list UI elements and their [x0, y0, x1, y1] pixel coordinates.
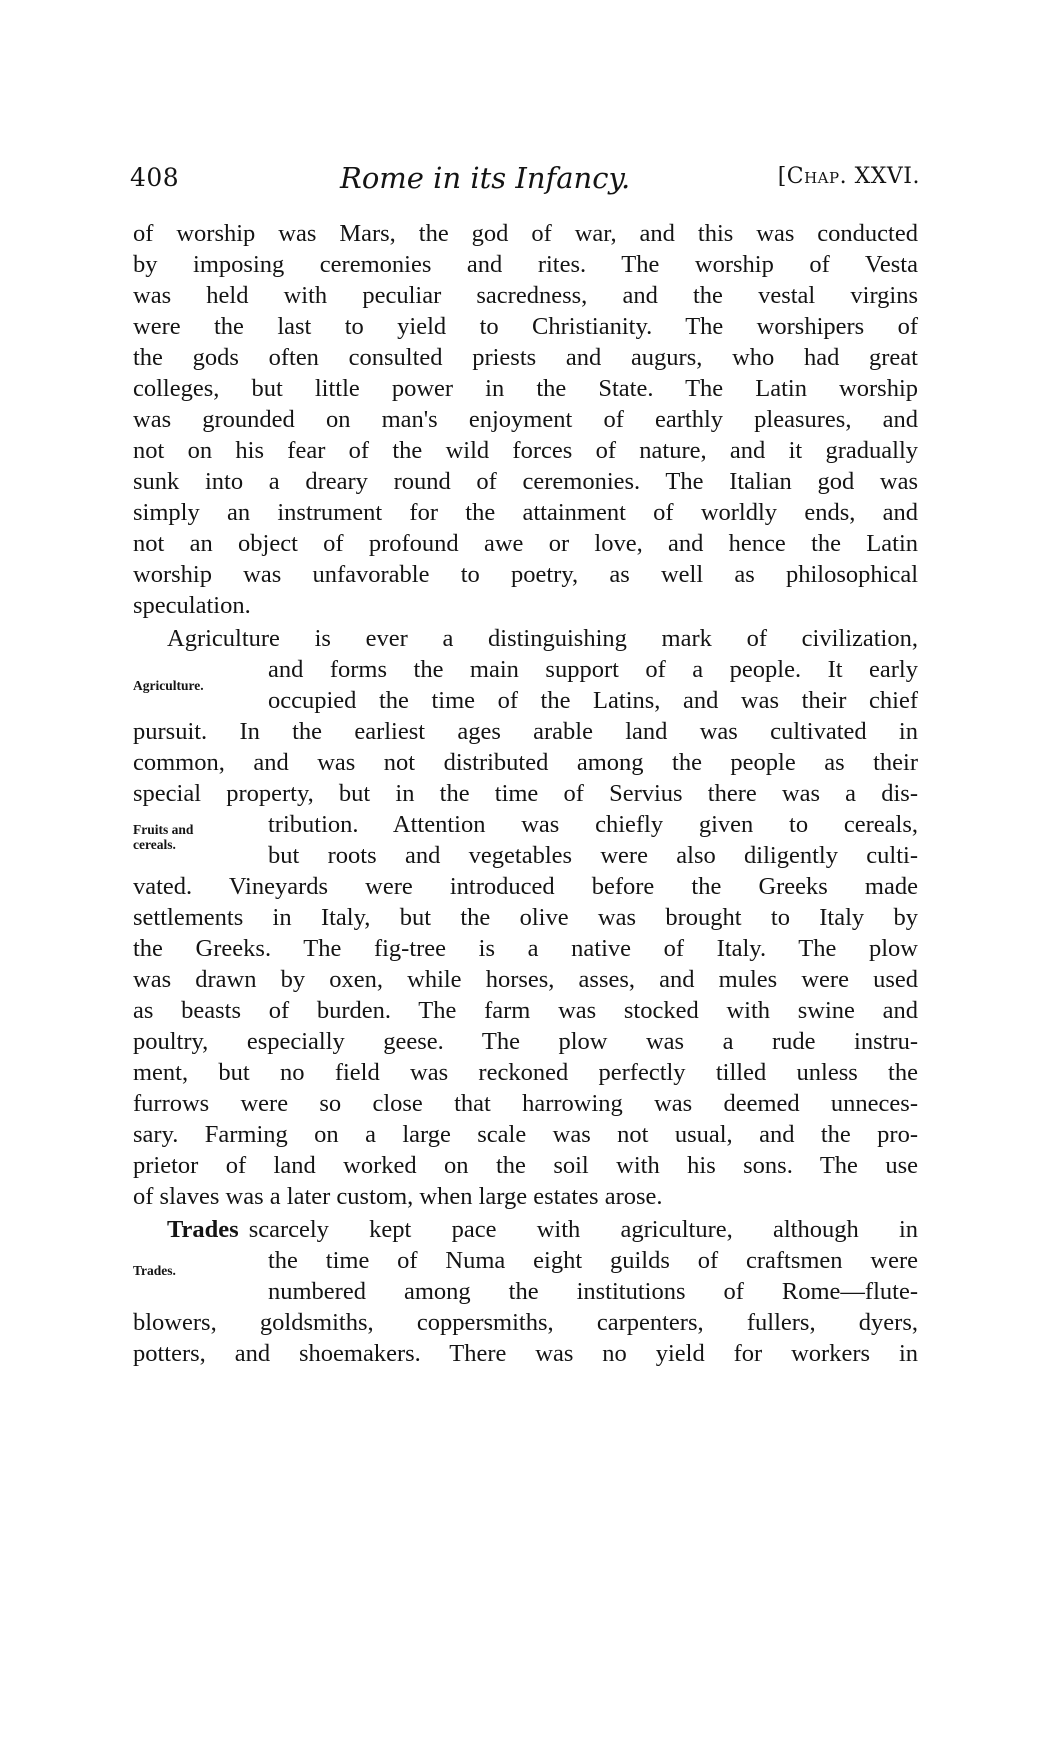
text-line: the Greeks. The fig-tree is a native of Italy. The plow	[133, 935, 918, 962]
text-line: of worship was Mars, the god of war, and this was conducted	[133, 220, 918, 247]
trades-lead-word: Trades	[167, 1216, 239, 1243]
margin-note-fruits	[133, 822, 193, 852]
text-line: furrows were so close that harrowing was deemed unneces-	[133, 1090, 918, 1117]
text-line: were the last to yield to Christianity. The worshipers of	[133, 313, 918, 340]
page-number: 408	[130, 163, 180, 192]
text-line: vated. Vineyards were introduced before the Greeks made	[133, 873, 918, 900]
text-line: settlements in Italy, but the olive was brought to Italy by	[133, 904, 918, 931]
text-line: ment, but no field was reckoned perfectly tilled unless the	[133, 1059, 918, 1086]
paragraph-start-line: Agriculture is ever a distinguishing mark of civilization,	[167, 625, 918, 652]
text-line: pursuit. In the earliest ages arable land was cultivated in	[133, 718, 918, 745]
text-line: and forms the main support of a people. It early	[268, 656, 918, 683]
text-line: tribution. Attention was chiefly given to cereals,	[268, 811, 918, 838]
text-line: was drawn by oxen, while horses, asses, and mules were used	[133, 966, 918, 993]
paragraph-start-line	[167, 1218, 918, 1243]
text-line: not an object of profound awe or love, and hence the Latin	[133, 530, 918, 557]
text-line: was held with peculiar sacredness, and the vestal virgins	[133, 282, 918, 309]
text-line: as beasts of burden. The farm was stocked with swine and	[133, 997, 918, 1024]
text-line: simply an instrument for the attainment of worldly ends, and	[133, 499, 918, 526]
text-line: numbered among the institutions of Rome—flute-	[268, 1278, 918, 1305]
text-line: sunk into a dreary round of ceremonies. The Italian god was	[133, 468, 918, 495]
text-line: was grounded on man's enjoyment of earthly pleasures, and	[133, 406, 918, 433]
text-line: special property, but in the time of Servius there was a dis-	[133, 780, 918, 807]
text-line: speculation.	[133, 592, 251, 619]
text-line: worship was unfavorable to poetry, as well as philosophical	[133, 561, 918, 588]
text-line-rest: scarcely kept pace with agriculture, although in	[248, 1216, 918, 1243]
text-line: occupied the time of the Latins, and was their chief	[268, 687, 918, 714]
text-line: prietor of land worked on the soil with his sons. The use	[133, 1152, 918, 1179]
running-header	[130, 163, 920, 203]
margin-note-trades: Trades.	[133, 1263, 176, 1278]
text-line: not on his fear of the wild forces of nature, and it gradually	[133, 437, 918, 464]
margin-note-fruits-line2: cereals.	[133, 837, 176, 852]
running-title: Rome in its Infancy.	[340, 161, 631, 195]
chapter-mark: [Chap. XXVI.	[777, 164, 920, 189]
text-line: the time of Numa eight guilds of craftsmen were	[268, 1247, 918, 1274]
text-line: potters, and shoemakers. There was no yield for workers in	[133, 1340, 918, 1367]
text-line: of slaves was a later custom, when large estates arose.	[133, 1183, 663, 1210]
text-line: common, and was not distributed among the people as their	[133, 749, 918, 776]
text-line: by imposing ceremonies and rites. The worship of Vesta	[133, 251, 918, 278]
text-line: blowers, goldsmiths, coppersmiths, carpenters, fullers, dyers,	[133, 1309, 918, 1336]
margin-note-fruits-line1: Fruits and	[133, 822, 194, 837]
text-line: the gods often consulted priests and augurs, who had great	[133, 344, 918, 371]
text-line: poultry, especially geese. The plow was a rude instru-	[133, 1028, 918, 1055]
text-line: sary. Farming on a large scale was not usual, and the pro-	[133, 1121, 918, 1148]
margin-note-agriculture: Agriculture.	[133, 678, 204, 693]
text-line: colleges, but little power in the State. The Latin worship	[133, 375, 918, 402]
text-line: but roots and vegetables were also diligently culti-	[268, 842, 918, 869]
